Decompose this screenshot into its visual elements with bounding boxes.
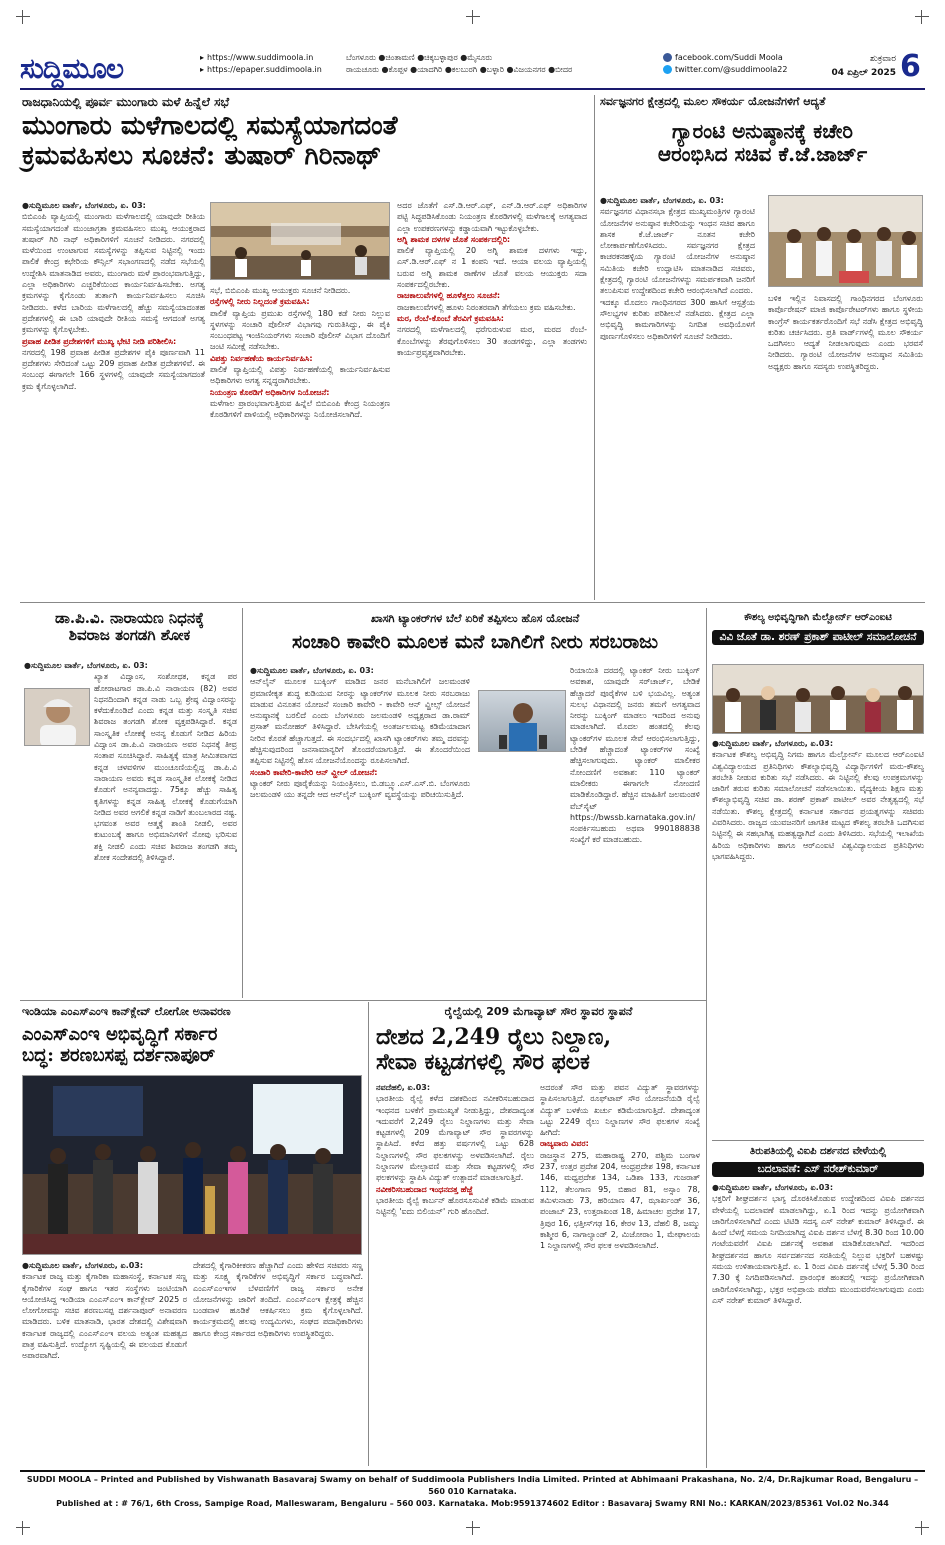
story7-headline <box>376 1025 701 1076</box>
story7-col2 <box>540 1082 700 1465</box>
story1-col3c-text: ರಾಜಕಾಲುವೆಗಳಲ್ಲಿ ಹೂಳು ನಿರಂತರವಾಗಿ ತೆಗೆಯಲು ಕ್ರಮ ವಹಿಸಬೇಕು. <box>397 302 576 312</box>
column-divider <box>242 608 243 998</box>
imprint-line1: SUDDI MOOLA – Printed and Published by Vishwanath Basavaraj Swamy on behalf of Suddimoola Publishers India Limited. Printed at Abhimaani Prakashana, No. 2/4, Dr.Rajkumar Road, Bengaluru – 560 010 Karnataka. <box>26 1475 919 1496</box>
story1-subhead6: ರಾಜಕಾಲುವೆಗಳಲ್ಲಿ ಹೂಳೆತ್ತಲು ಸೂಚನೆ: <box>397 291 501 301</box>
registration-mark-bottom-center <box>466 1521 480 1535</box>
story7-kicker: ರೈಲ್ವೆಯಲ್ಲಿ 209 ಮೆಗಾವ್ಯಾಟ್ ಸೌರ ಸ್ಥಾವರ ಸ್ಥಾಪನೆ <box>444 1005 633 1018</box>
registration-mark-top-center <box>466 10 480 24</box>
story7-headline-line2: ಸೇವಾ ಕಟ್ಟಡಗಳಲ್ಲಿ ಸೌರ ಫಲಕ <box>376 1049 590 1076</box>
website-link[interactable]: https://www.suddimoola.in <box>207 53 314 62</box>
story8-headline: ಬದಲಾವಣೆ: ಎಸ್ ನರೇಶ್‌ಕುಮಾರ್ <box>712 1162 924 1177</box>
story4-col2-text: ರಿಯಾಯಿತಿ ದರದಲ್ಲಿ ಟ್ಯಾಂಕರ್ ನೀರು ಬುಕ್ಕಿಂಗ್ ಅವಕಾಶ, ಯಾವುದೇ ಸರ್‌ಚಾರ್ಜ್, ಬೇಡಿಕೆ ಹೆಚ್ಚಾದರೆ ಪೂರೈಕೆಗಳ ಬಳಿ ಭಯವಿಲ್ಲ. ಅತ್ಯಂತ ಸುಲಭ ವಿಧಾನದಲ್ಲಿ ಜನರು ತಮಗೆ ಅಗತ್ಯವಾದ ನೀರನ್ನು ಬುಕ್ಕಿಂಗ್ ಮಾಡಲು ಇದರಿಂದ ಅನುವು ಮಾಡಲಾಗಿದೆ. ಮೊದಲ ಹಂತದಲ್ಲಿ ಕೆಲವು ಟ್ಯಾಂಕರ್‌ಗಳ ಮೂಲಕ ಸೇವೆ ಆರಂಭಿಸಲಾಗುತ್ತಿದ್ದು, ಬೇಡಿಕೆ ಹೆಚ್ಚಾದಂತೆ ಟ್ಯಾಂಕರ್‌ಗಳ ಸಂಖ್ಯೆ ಹೆಚ್ಚಿಸಲಾಗುವುದು. ಟ್ಯಾಂಕರ್ ಮಾಲೀಕರ ನೋಂದಣಿಗೆ ಅವಕಾಶ: 110 ಟ್ಯಾಂಕರ್ ಮಾಲೀಕರು ಈಗಾಗಲೇ ನೋಂದಣಿ ಮಾಡಿಕೊಂಡಿದ್ದಾರೆ. ಹೆಚ್ಚಿನ ಮಾಹಿತಿಗೆ ಜಲಮಂಡಳಿ ವೆಬ್‌ಸೈಟ್ https://bwssb.karnataka.gov.in/ ಸಂಪರ್ಕಿಸಬಹುದು ಅಥವಾ 990188838 ಸಂಖ್ಯೆಗೆ ಕರೆ ಮಾಡಬಹುದು. <box>570 666 700 845</box>
story4-kicker: ಖಾಸಗಿ ಟ್ಯಾಂಕರ್‌ಗಳ ಬೆಲೆ ಏರಿಕೆ ತಪ್ಪಿಸಲು ಹೊಸ ಯೋಜನೆ <box>370 612 580 625</box>
story6-kicker: ಇಂಡಿಯಾ ಎಂಎಸ್‌ಎಂಇ ಕಾನ್‌ಕ್ಲೇವ್ ಲೋಗೋ ಅನಾವರಣ <box>22 1005 231 1018</box>
story6-headline <box>22 1025 362 1066</box>
horizontal-divider-1 <box>20 602 925 603</box>
story2-col1 <box>600 195 755 595</box>
imprint-footer <box>20 1470 925 1510</box>
social-links <box>663 52 787 76</box>
story4-dateline: ●ಸುದ್ದಿಮೂಲ ವಾರ್ತೆ, ಬೆಂಗಳೂರು, ಏ. 03: <box>250 666 374 675</box>
story1-subhead2: ರಸ್ತೆಗಳಲ್ಲಿ ನೀರು ನಿಲ್ಲದಂತೆ ಕ್ರಮವಹಿಸಿ: <box>210 297 310 307</box>
story1-col1-text: ಬಿಬಿಎಂಪಿ ವ್ಯಾಪ್ತಿಯಲ್ಲಿ ಮುಂಗಾರು ಮಳೆಗಾಲದಲ್ಲಿ ಯಾವುದೇ ರೀತಿಯ ಸಮಸ್ಯೆಯಾಗದಂತೆ ಮುಂಜಾಗ್ರತಾ ಕ್ರಮವಹಿಸಲು ಮುಖ್ಯ ಆಯುಕ್ತರಾದ ತುಷಾರ್ ಗಿರಿ ನಾಥ್ ಅಧಿಕಾರಿಗಳಿಗೆ ಸೂಚನೆ ನೀಡಿದರು. ನಗರದಲ್ಲಿ ಮಳೆಯಿಂದ ಉಂಟಾಗುವ ಸಮಸ್ಯೆಗಳನ್ನು ತಪ್ಪಿಸುವ ನಿಟ್ಟಿನಲ್ಲಿ ಇಂದು ಪಾಲಿಕೆ ಕೇಂದ್ರ ಕಛೇರಿಯ ಕೌನ್ಸಿಲ್ ಸಭಾಂಗಣದಲ್ಲಿ ನಡೆದ ಸಭೆಯಲ್ಲಿ ಉದ್ದೇಶಿಸಿ ಮಾತನಾಡಿದ ಅವರು, ಮುಂಗಾರು ಮಳೆ ಪ್ರಾರಂಭವಾಗುತ್ತಿದ್ದು, ಎಲ್ಲಾ ಅಧಿಕಾರಿಗಳು ಎಚ್ಚರಿಕೆಯಿಂದ ಕಾರ್ಯನಿರ್ವಹಿಸಬೇಕು. ಅಗತ್ಯ ಕ್ರಮಗಳನ್ನು ಕೈಗೊಂಡು ತುರ್ತಾಗಿ ಕಾರ್ಯನಿರ್ವಹಿಸಲು ಸೂಚಿಸಿ ನೀಡಿದರು. ಕಳೆದ ಬಾರಿಯ ಮಳೆಗಾಲದಲ್ಲಿ ಹೆಚ್ಚು ಸಮಸ್ಯೆಯಾದಂತಹ ಪ್ರದೇಶಗಳಲ್ಲಿ ಈ ಬಾರಿ ಯಾವುದೇ ರೀತಿಯ ಸಮಸ್ಯೆ ಆಗದಂತೆ ಅಗತ್ಯ ಕ್ರಮಗಳನ್ನು ಕೈಗೊಳ್ಳಬೇಕು. <box>22 212 205 335</box>
twitter-link[interactable]: twitter.com/@suddimoola22 <box>675 65 788 74</box>
story2-headline-line2: ಆರಂಭಿಸಿದ ಸಚಿವ ಕೆ.ಜೆ.ಜಾರ್ಜ್ <box>657 142 868 166</box>
story5-headline: ವಿವಿ ಜೊತೆ ಡಾ. ಶರಣ್ ಪ್ರಕಾಶ್ ಪಾಟೀಲ್ ಸಮಾಲೋಚನೆ <box>712 630 924 645</box>
story3-headline-line2: ಶಿವರಾಜ ತಂಗಡಗಿ ಶೋಕ <box>68 626 191 645</box>
story2-col1-text: ಸರ್ವಜ್ಞನಗರ ವಿಧಾನಸಭಾ ಕ್ಷೇತ್ರದ ಮುಖ್ಯಮಂತ್ರಿಗಳ ಗ್ಯಾರಂಟಿ ಯೋಜನೆಗಳ ಅನುಷ್ಠಾನ ಕಚೇರಿಯನ್ನು ಇಂಧನ ಸಚಿವ ಹಾಗೂ ಶಾಸಕ ಕೆ.ಜೆ.ಜಾರ್ಜ್ ನೂತನ ಕಚೇರಿ ಲೋಕಾರ್ಪಣೆಗೊಳಿಸಿದರು. ಸರ್ವಜ್ಞನಗರ ಕ್ಷೇತ್ರದ ಕಾಚರಕನಹಳ್ಳಿಯ ಗ್ಯಾರಂಟಿ ಯೋಜನೆಗಳ ಅನುಷ್ಠಾನ ಸಮಿತಿಯ ಕಚೇರಿ ಉದ್ಘಾಟಿಸಿ ಮಾತನಾಡಿದ ಸಚಿವರು, ಕ್ಷೇತ್ರದಲ್ಲಿ ಗ್ಯಾರಂಟಿ ಯೋಜನೆಗಳನ್ನು ಸಮರ್ಪಕವಾಗಿ ಜನರಿಗೆ ತಲುಪಿಸುವ ಉದ್ದೇಶದಿಂದ ಕಚೇರಿ ಆರಂಭಿಸಲಾಗಿದೆ ಎಂದರು. <box>600 207 755 296</box>
story1-col1b-text: ನಗರದಲ್ಲಿ 198 ಪ್ರವಾಹ ಪೀಡಿತ ಪ್ರದೇಶಗಳ ಪೈಕಿ ಪೂರ್ಣವಾಗಿ 11 ಪ್ರದೇಶಗಳು ಸೇರಿದಂತೆ ಒಟ್ಟು 209 ಪ್ರವಾಹ ಪೀಡಿತ ಪ್ರದೇಶಗಳಿವೆ. ಈ ಸಂಬಂಧ ಈಗಾಗಲೇ 166 ಸ್ಥಳಗಳಲ್ಲಿ ಯಾವುದೇ ಸಮಸ್ಯೆಯಾಗದಂತೆ ಕ್ರಮ ಕೈಗೊಳ್ಳಲಾಗಿದೆ. <box>22 347 205 391</box>
story6-headline-line2: ಬದ್ಧ: ಶರಣಬಸಪ್ಪ ದರ್ಶನಾಪೂರ್ <box>22 1044 216 1066</box>
story1-subhead5: ಅಗ್ನಿ ಶಾಮಕ ದಳಗಳ ಜೊತೆ ಸಂಪರ್ಕದಲ್ಲಿರಿ: <box>397 234 511 244</box>
story3-headline-line1: ಡಾ.ಪಿ.ವಿ. ನಾರಾಯಣ ನಿಧನಕ್ಕೆ <box>55 609 204 627</box>
story5-photo-figures <box>713 665 924 734</box>
story6-col1-text: ಕರ್ನಾಟಕ ರಾಜ್ಯ ಮತ್ತು ಕೈಗಾರಿಕಾ ಮಹಾಸಂಸ್ಥೆ, ಕರ್ನಾಟಕ ಸಣ್ಣ ಕೈಗಾರಿಕೆಗಳ ಸಂಘ ಹಾಗೂ ಇತರ ಸಂಸ್ಥೆಗಳು ಜಂಟಿಯಾಗಿ ಆಯೋಜಿಸಿದ್ದ ಇಂಡಿಯಾ ಎಂಎಸ್‌ಎಂಇ ಕಾನ್‌ಕ್ಲೇವ್ 2025 ರ ಲೋಗೋವನ್ನು ಸಚಿವ ಶರಣಬಸಪ್ಪ ದರ್ಶನಾಪೂರ್ ಅನಾವರಣ ಮಾಡಿದರು. ಬಳಿಕ ಮಾತನಾಡಿ, ಭಾರತ ದೇಶದಲ್ಲಿ ವಿಶೇಷವಾಗಿ ಕರ್ನಾಟಕ ರಾಜ್ಯದಲ್ಲಿ ಎಂಎಸ್‌ಎಂಇ ವಲಯ ಅತ್ಯಂತ ಮಹತ್ವದ ಪಾತ್ರ ವಹಿಸುತ್ತಿದೆ. ಉದ್ಯೋಗ ಸೃಷ್ಟಿಯಲ್ಲಿ ಈ ವಲಯದ ಕೊಡುಗೆ ಅಪಾರವಾಗಿದೆ. <box>22 1272 187 1361</box>
story2-headline-line1: ಗ್ಯಾರಂಟಿ ಅನುಷ್ಠಾನಕ್ಕೆ ಕಚೇರಿ <box>672 119 853 143</box>
story6-headline-line1: ಎಂಎಸ್‌ಎಂಇ ಅಭಿವೃದ್ಧಿಗೆ ಸರ್ಕಾರ <box>22 1024 218 1045</box>
edition-cities-line2: ರಾಯಚೂರು ●ಕೊಪ್ಪಳ ●ಯಾದಗಿರಿ ●ಕಲಬುರಗಿ ●ಬಳ್ಳಾರಿ ●ವಿಜಯನಗರ ●ಬೀದರ <box>346 65 573 74</box>
story1-subhead4: ನಿಯಂತ್ರಣ ಕೊಠಡಿಗೆ ಅಧಿಕಾರಿಗಳ ನಿಯೋಜನೆ: <box>210 387 330 397</box>
story3-headline <box>22 610 237 645</box>
story2-dateline: ●ಸುದ್ದಿಮೂಲ ವಾರ್ತೆ, ಬೆಂಗಳೂರು, ಏ. 03: <box>600 196 724 205</box>
story5-dateline: ●ಸುದ್ದಿಮೂಲ ವಾರ್ತೆ, ಬೆಂಗಳೂರು, ಏ.03: <box>712 739 834 748</box>
story1-subhead7: ಮರ, ರೆಂಬೆ-ಕೊಂಬೆ ತೆರವಿಗೆ ಕ್ರಮವಹಿಸಿ: <box>397 313 505 323</box>
story7-col1b-text: ಭಾರತೀಯ ರೈಲ್ವೆ ಕಾರ್ಬನ್ ಹೊರಸೂಸುವಿಕೆ ಕಡಿಮೆ ಮಾಡುವ ನಿಟ್ಟಿನಲ್ಲಿ 'ಐದು ಬಿಲಿಯನ್' ಗುರಿ ಹೊಂದಿದೆ. <box>376 1195 534 1217</box>
story2-col1b-text: ಇದಕ್ಕೂ ಮೊದಲು ಗಾಂಧಿನಗರದ 300 ಹಾಸಿಗೆ ಆಸ್ಪತ್ರೆಯ ಸೌಲಭ್ಯಗಳ ಕುರಿತು ಪರಿಶೀಲನೆ ನಡೆಸಿದರು. ಕ್ಷೇತ್ರದ ಎಲ್ಲಾ ಅಭಿವೃದ್ಧಿ ಕಾಮಗಾರಿಗಳನ್ನು ನಿಗದಿತ ಅವಧಿಯೊಳಗೆ ಪೂರ್ಣಗೊಳಿಸಲು ಅಧಿಕಾರಿಗಳಿಗೆ ಸೂಚನೆ ನೀಡಿದರು. <box>600 297 755 341</box>
horizontal-divider-3 <box>712 1140 924 1141</box>
story5-body-text: ಕರ್ನಾಟಕ ಕೌಶಲ್ಯ ಅಭಿವೃದ್ಧಿ ನಿಗಮ ಹಾಗೂ ಮೆಲ್ಬೋರ್ನ್ ಮೂಲದ ಆರ್‌ಎಂಐಟಿ ವಿಶ್ವವಿದ್ಯಾಲಯದ ಪ್ರತಿನಿಧಿಗಳು ಕೌಶಲ್ಯಾಭಿವೃದ್ಧಿ ವಿದ್ಯಾರ್ಥಿಗಳಿಗೆ ಮರು-ಕೌಶಲ್ಯ ತರಬೇತಿ ನೀಡುವ ಕುರಿತು ಸಭೆ ನಡೆಸಿದರು. ಈ ನಿಟ್ಟಿನಲ್ಲಿ ಕೆಲವು ಉಪಕ್ರಮಗಳನ್ನು ಜಾರಿಗೆ ತರುವ ಕುರಿತು ಸಮಾಲೋಚನೆ ನಡೆಸಲಾಯಿತು. ವೈದ್ಯಕೀಯ ಶಿಕ್ಷಣ ಮತ್ತು ಕೌಶಲ್ಯಾಭಿವೃದ್ಧಿ ಸಚಿವ ಡಾ. ಶರಣ್ ಪ್ರಕಾಶ್ ಪಾಟೀಲ್ ಅವರ ನೇತೃತ್ವದಲ್ಲಿ ಸಭೆ ನಡೆಯಿತು. ಕೌಶಲ್ಯ ಕ್ಷೇತ್ರದಲ್ಲಿ ಕರ್ನಾಟಕ ಸರ್ಕಾರದ ಪ್ರಯತ್ನಗಳನ್ನು ಸಚಿವರು ವಿವರಿಸಿದರು. ರಾಜ್ಯದ ಯುವಜನರಿಗೆ ಜಾಗತಿಕ ಮಟ್ಟದ ಕೌಶಲ್ಯ ತರಬೇತಿ ಒದಗಿಸುವ ನಿಟ್ಟಿನಲ್ಲಿ ಈ ಸಹಭಾಗಿತ್ವ ಮಹತ್ವದ್ದಾಗಿದೆ ಎಂದು ತಿಳಿಸಿದರು. ಸಭೆಯಲ್ಲಿ ಇಲಾಖೆಯ ಹಿರಿಯ ಅಧಿಕಾರಿಗಳು ಹಾಗೂ ಆರ್‌ಎಂಐಟಿ ವಿಶ್ವವಿದ್ಯಾಲಯದ ಪ್ರತಿನಿಧಿಗಳು ಭಾಗವಹಿಸಿದ್ದರು. <box>712 750 924 861</box>
masthead-links <box>200 52 322 76</box>
story2-headline <box>600 120 925 166</box>
facebook-icon <box>663 53 672 62</box>
story4-col1b-text: ಟ್ಯಾಂಕರ್ ನೀರು ಪೂರೈಕೆಯನ್ನು ನಿಯಂತ್ರಿಸಲು, ಬಿ.ಡಬ್ಲ್ಯೂ.ಎಸ್.ಎಸ್.ಬಿ. ಬೆಂಗಳೂರು ಜಲಮಂಡಳಿ ಯು ತನ್ನದೇ ಆದ ಆನ್‌ಲೈನ್ ಬುಕ್ಕಿಂಗ್ ವ್ಯವಸ್ಥೆಯನ್ನು ಪರಿಚಯಿಸುತ್ತಿದೆ. <box>250 778 470 800</box>
story2-kicker: ಸರ್ವಜ್ಞನಗರ ಕ್ಷೇತ್ರದಲ್ಲಿ ಮೂಲ ಸೌಕರ್ಯ ಯೋಜನೆಗಳಿಗೆ ಆದ್ಯತೆ <box>600 95 826 108</box>
column-divider <box>368 1002 369 1466</box>
story1-meeting-photo <box>210 202 390 280</box>
story5-body <box>712 738 924 1138</box>
story7-headline-line1: ದೇಶದ 2,249 ರೈಲು ನಿಲ್ದಾಣ, <box>376 1024 612 1050</box>
edition-cities-line1: ಬೆಂಗಳೂರು ●ಚಿಂತಾಮಣಿ ●ಚಿಕ್ಕಬಳ್ಳಾಪುರ ●ಮೈಸೂರು <box>346 53 493 62</box>
registration-mark-bottom-left <box>16 1521 30 1535</box>
imprint-line2: Published at : # 76/1, 6th Cross, Sampige Road, Malleswaram, Bengaluru – 560 003. Karnataka. Mob:9591374602 Editor : Basavaraj Swamy RNI No.: KARKAN/2023/85361 Vol.02 No.344 <box>56 1499 889 1508</box>
story5-meeting-photo <box>712 664 924 734</box>
story4-col1 <box>250 665 470 995</box>
story6-col1 <box>22 1260 187 1465</box>
story7-subhead2: ರಾಜ್ಯವಾರು ವಿವರ: <box>540 1139 589 1149</box>
story6-dateline: ●ಸುದ್ದಿಮೂಲ ವಾರ್ತೆ, ಬೆಂಗಳೂರು, ಏ.03: <box>22 1261 144 1270</box>
story1-col1 <box>22 200 205 595</box>
twitter-icon <box>663 65 672 74</box>
story7-states-list: ರಾಜಸ್ಥಾನ 275, ಮಹಾರಾಷ್ಟ್ರ 270, ಪಶ್ಚಿಮ ಬಂಗಾಳ 237, ಉತ್ತರ ಪ್ರದೇಶ 204, ಆಂಧ್ರಪ್ರದೇಶ 198, ಕರ್ನಾಟಕ 146, ಮಧ್ಯಪ್ರದೇಶ 134, ಒಡಿಶಾ 133, ಗುಜರಾತ್ 112, ತೆಲಂಗಾಣ 95, ಬಿಹಾರ 81, ಅಸ್ಸಾಂ 78, ತಮಿಳುನಾಡು 73, ಹರಿಯಾಣ 47, ಝಾರ್ಖಂಡ್ 36, ಪಂಜಾಬ್ 23, ಉತ್ತರಾಖಂಡ 18, ಹಿಮಾಚಲ ಪ್ರದೇಶ 17, ತ್ರಿಪುರ 16, ಛತ್ತೀಸ್‌ಗಢ 16, ಕೇರಳ 13, ದೆಹಲಿ 8, ಜಮ್ಮು ಕಾಶ್ಮೀರ 6, ನಾಗಾಲ್ಯಾಂಡ್ 2, ಮಿಜೋರಾಂ 1, ಮೇಘಾಲಯ 1 ನಿಲ್ದಾಣಗಳಲ್ಲಿ ಸೌರ ಫಲಕ ಅಳವಡಿಸಲಾಗಿದೆ. <box>540 1150 700 1251</box>
story1-col2c-text: ಮಳೆಗಾಲ ಪ್ರಾರಂಭವಾಗುತ್ತಿರುವ ಹಿನ್ನೆಲೆ ಬಿಬಿಎಂಪಿ ಕೇಂದ್ರ ನಿಯಂತ್ರಣ ಕೊಠಡಿಗಳಿಗೆ ಪಾಳಿಯಲ್ಲಿ ಅಧಿಕಾರಿಗಳನ್ನು ನಿಯೋಜಿಸಲಾಗಿದೆ. <box>210 398 390 420</box>
story1-headline-line1: ಮುಂಗಾರು ಮಳೆಗಾಲದಲ್ಲಿ ಸಮಸ್ಯೆಯಾಗದಂತೆ <box>22 111 398 141</box>
weekday: ಶುಕ್ರವಾರ <box>870 54 896 64</box>
story4-col1-text: ಆನ್‌ಲೈನ್ ಮೂಲಕ ಬುಕ್ಕಿಂಗ್ ಮಾಡಿದ ಜನರ ಮನೆಬಾಗಿಲಿಗೆ ಜಲಮಂಡಳಿ ಪ್ರಮಾಣೀಕೃತ ಶುದ್ಧ ಕುಡಿಯುವ ನೀರನ್ನು ಟ್ಯಾಂಕರ್‌ಗಳ ಮೂಲಕ ನೀರು ಸರಬರಾಜು ಮಾಡುವ ವಿನೂತನ ಯೋಜನೆ ಸಂಚಾರಿ ಕಾವೇರಿ - ಕಾವೇರಿ ಆನ್ ವ್ಹೀಲ್ಸ್ ಯೋಜನೆ ಅನುಷ್ಠಾನಕ್ಕೆ ಬರಲಿದೆ ಎಂದು ಬೆಂಗಳೂರು ಜಲಮಂಡಳಿ ಅಧ್ಯಕ್ಷರಾದ ಡಾ.ರಾಮ್ ಪ್ರಸಾತ್ ಮನೋಹರ್ ತಿಳಿಸಿದ್ದಾರೆ. ಬೇಸಿಗೆಯಲ್ಲಿ ಅಂತರ್ಜಲಮಟ್ಟ ಕಡಿಮೆಯಾದಾಗ ನೀರಿನ ಕೊರತೆ ಹೆಚ್ಚಾಗುತ್ತದೆ. ಈ ಸಂದರ್ಭದಲ್ಲಿ ಖಾಸಗಿ ಟ್ಯಾಂಕರ್‌ಗಳು ತಮ್ಮ ದರವನ್ನು ಹೆಚ್ಚಿಸುವುದರಿಂದ ಜನಸಾಮಾನ್ಯರಿಗೆ ತೊಂದರೆಯಾಗುತ್ತಿದೆ. ಈ ತೊಂದರೆಯಿಂದ ತಪ್ಪಿಸುವ ನಿಟ್ಟಿನಲ್ಲಿ ಹೊಸ ಯೋಜನೆಯೊಂದನ್ನು ರೂಪಿಸಲಾಗಿದೆ. <box>250 677 470 766</box>
story4-subhead1: ಸಂಚಾರಿ ಕಾವೇರಿ-ಕಾವೇರಿ ಆನ್ ವ್ಹೀಲ್ ಯೋಜನೆ: <box>250 767 378 777</box>
story6-photo-figures <box>23 1076 362 1255</box>
issue-date-block <box>820 52 896 80</box>
registration-mark-top-left <box>16 10 30 24</box>
story1-photo-figures <box>211 203 390 280</box>
issue-date: 04 ಏಪ್ರಿಲ್ 2025 <box>831 68 896 78</box>
story4-col2 <box>478 665 700 995</box>
story1-subhead1: ಪ್ರವಾಹ ಪೀಡಿತ ಪ್ರದೇಶಗಳಿಗೆ ಮುಖ್ಯ ಭೇಟಿ ನೀಡಿ ಪರಿಶೀಲಿಸಿ: <box>22 336 177 346</box>
story4-headline: ಸಂಚಾರಿ ಕಾವೇರಿ ಮೂಲಕ ಮನೆ ಬಾಗಿಲಿಗೆ ನೀರು ಸರಬರಾಜು <box>292 631 658 653</box>
story8-dateline: ●ಸುದ್ದಿಮೂಲ ವಾರ್ತೆ, ಬೆಂಗಳೂರು, ಏ.03: <box>712 1183 834 1192</box>
story1-col2 <box>210 285 390 595</box>
column-divider <box>706 608 707 1468</box>
story1-headline-line2: ಕ್ರಮವಹಿಸಲು ಸೂಚನೆ: ತುಷಾರ್ ಗಿರಿನಾಥ್ <box>22 140 382 171</box>
story2-col2 <box>768 293 923 595</box>
story7-dateline: ನವದೆಹಲಿ, ಏ.03: <box>376 1083 431 1092</box>
story7-col1-text: ಭಾರತೀಯ ರೈಲ್ವೆ ಕಳೆದ ದಶಕದಿಂದ ನವೀಕರಿಸಬಹುದಾದ ಇಂಧನದ ಬಳಕೆಗೆ ಪ್ರಾಮುಖ್ಯತೆ ನೀಡುತ್ತಿದ್ದು, ದೇಶದಾದ್ಯಂತ ಇದುವರೆಗೆ 2,249 ರೈಲು ನಿಲ್ದಾಣಗಳು ಮತ್ತು ಸೇವಾ ಕಟ್ಟಡಗಳಲ್ಲಿ 209 ಮೆಗಾವ್ಯಾಟ್ ಸೌರ ಸ್ಥಾವರಗಳನ್ನು ಸ್ಥಾಪಿಸಿದೆ. ಕಳೆದ ಹತ್ತು ವರ್ಷಗಳಲ್ಲಿ ಒಟ್ಟು 628 ನಿಲ್ದಾಣಗಳಲ್ಲಿ ಸೌರ ಫಲಕಗಳನ್ನು ಅಳವಡಿಸಲಾಗಿದೆ. ರೈಲು ನಿಲ್ದಾಣಗಳ ಮೇಲ್ಛಾವಣಿ ಮತ್ತು ಸೇವಾ ಕಟ್ಟಡಗಳಲ್ಲಿ ಸೌರ ಫಲಕಗಳನ್ನು ಸ್ಥಾಪಿಸಿ ವಿದ್ಯುತ್ ಉತ್ಪಾದನೆ ಮಾಡಲಾಗುತ್ತಿದೆ. <box>376 1094 534 1183</box>
epaper-link[interactable]: https://epaper.suddimoola.in <box>207 65 322 74</box>
facebook-link[interactable]: facebook.com/Suddi Moola <box>675 53 783 62</box>
story7-col1 <box>376 1082 534 1465</box>
story7-col2-text: ಅದರಂತೆ ಸೌರ ಮತ್ತು ಪವನ ವಿದ್ಯುತ್ ಸ್ಥಾವರಗಳನ್ನು ಸ್ಥಾಪಿಸಲಾಗುತ್ತಿದೆ. ರೂಫ್‌ಟಾಪ್ ಸೌರ ಯೋಜನೆಯಡಿ ರೈಲ್ವೆ ವಿದ್ಯುತ್ ಬಳಕೆಯ ಖರ್ಚು ಕಡಿಮೆಯಾಗುತ್ತಿದೆ. ದೇಶಾದ್ಯಂತ ಒಟ್ಟು 2249 ರೈಲು ನಿಲ್ದಾಣಗಳ ಸೌರ ಫಲಕಗಳ ಸಂಖ್ಯೆ ಹೀಗಿದೆ: <box>540 1083 700 1138</box>
horizontal-divider-2 <box>20 1000 706 1001</box>
story1-col3-text: ಅದರ ಜೊತೆಗೆ ಎಸ್.ಡಿ.ಆರ್.ಎಫ್, ಎನ್.ಡಿ.ಆರ್.ಎಫ್ ಅಧಿಕಾರಿಗಳ ಪಟ್ಟಿ ಸಿದ್ಧಪಡಿಸಿಕೊಂಡು ನಿಯಂತ್ರಣ ಕೊಠಡಿಗಳಲ್ಲಿ ಮಳೆಗಾಲಕ್ಕೆ ಅಗತ್ಯವಾದ ಎಲ್ಲಾ ಉಪಕರಣಗಳನ್ನು ಕಡ್ಡಾಯವಾಗಿ ಇಟ್ಟುಕೊಳ್ಳಬೇಕು. <box>397 201 587 233</box>
story6-event-photo <box>22 1075 362 1255</box>
story8-body <box>712 1182 924 1465</box>
story7-subhead1: ನವೀಕರಿಸಬಹುದಾದ ಇಂಧನದತ್ತ ಹೆಜ್ಜೆ <box>376 1184 473 1194</box>
story2-col2-text: ಬಳಿಕ ಇಲ್ಲಿನ ನಿವಾಸದಲ್ಲಿ ಗಾಂಧಿನಗರದ ಬೆಂಗಳೂರು ಕಾರ್ಪೊರೇಷನ್ ಮಾಜಿ ಕಾರ್ಪೊರೇಟರ್‌ಗಳು ಹಾಗೂ ಸ್ಥಳೀಯ ಕಾಂಗ್ರೆಸ್ ಕಾರ್ಯಕರ್ತರೊಂದಿಗೆ ಸಭೆ ನಡೆಸಿ ಕ್ಷೇತ್ರದ ಅಭಿವೃದ್ಧಿ ಕುರಿತು ಚರ್ಚಿಸಿದರು. ಪ್ರತಿ ವಾರ್ಡ್‌ಗಳಲ್ಲಿ ಮೂಲ ಸೌಕರ್ಯ ಒದಗಿಸಲು ಆದ್ಯತೆ ನೀಡಲಾಗುವುದು ಎಂದು ಭರವಸೆ ನೀಡಿದರು. ಗ್ಯಾರಂಟಿ ಯೋಜನೆಗಳ ಅನುಷ್ಠಾನ ಸಮಿತಿಯ ಅಧ್ಯಕ್ಷರು ಹಾಗೂ ಸದಸ್ಯರು ಉಪಸ್ಥಿತರಿದ್ದರು. <box>768 294 923 371</box>
story2-photo-figures <box>769 196 923 287</box>
story1-col3d-text: ನಗರದಲ್ಲಿ ಮಳೆಗಾಲದಲ್ಲಿ ಧರೆಗುರುಳುವ ಮರ, ಮರದ ರೆಂಬೆ-ಕೊಂಬೆಗಳನ್ನು ತೆರವುಗೊಳಿಸಲು 30 ತಂಡಗಳಿದ್ದು, ಎಲ್ಲಾ ತಂಡಗಳು ಕಾರ್ಯಪ್ರವೃತ್ತವಾಗಿರಬೇಕು. <box>397 325 587 357</box>
epaper-icon: ▸ <box>200 65 205 74</box>
story3-body <box>24 660 237 995</box>
story6-col2-text: ದೇಶದಲ್ಲಿ ಕೈಗಾರಿಕೀಕರಣ ಹೆಚ್ಚಾಗಿದೆ ಎಂದು ಹೇಳಿದ ಸಚಿವರು ಸಣ್ಣ ಮತ್ತು ಸೂಕ್ಷ್ಮ ಕೈಗಾರಿಕೆಗಳ ಅಭಿವೃದ್ಧಿಗೆ ಸರ್ಕಾರ ಬದ್ಧವಾಗಿದೆ. ಎಂಎಸ್‌ಎಂಇಗಳ ಬೆಳವಣಿಗೆಗೆ ರಾಜ್ಯ ಸರ್ಕಾರ ಅನೇಕ ಯೋಜನೆಗಳನ್ನು ಜಾರಿಗೆ ತಂದಿದೆ. ಎಂಎಸ್‌ಎಂಇ ಕ್ಷೇತ್ರಕ್ಕೆ ಹೆಚ್ಚಿನ ಬಂಡವಾಳ ಹೂಡಿಕೆ ಆಕರ್ಷಿಸಲು ಕ್ರಮ ಕೈಗೊಳ್ಳಲಾಗಿದೆ. ಕಾರ್ಯಕ್ರಮದಲ್ಲಿ ಹಲವು ಉದ್ಯಮಿಗಳು, ಸಂಘದ ಪದಾಧಿಕಾರಿಗಳು ಹಾಗೂ ಕೇಂದ್ರ ಸರ್ಕಾರದ ಅಧಿಕಾರಿಗಳು ಉಪಸ್ಥಿತರಿದ್ದರು. <box>193 1261 363 1338</box>
column-divider <box>594 95 595 600</box>
page-number: 6 <box>900 49 921 84</box>
registration-mark-top-right <box>915 10 929 24</box>
edition-cities <box>346 52 646 76</box>
story6-col2 <box>193 1260 363 1465</box>
story1-photo-caption: ಸಭೆ, ಬಿಬಿಎಂಪಿ ಮುಖ್ಯ ಆಯುಕ್ತರು ಸೂಚನೆ ನೀಡಿದರು. <box>210 286 351 295</box>
story1-col2b-text: ಪಾಲಿಕೆ ವ್ಯಾಪ್ತಿಯಲ್ಲಿ ವಿಪತ್ತು ನಿರ್ವಹಣೆಯಲ್ಲಿ ಕಾರ್ಯನಿರ್ವಹಿಸುವ ಅಧಿಕಾರಿಗಳು ಅಗತ್ಯ ಸನ್ನದ್ಧರಾಗಿರಬೇಕು. <box>210 365 390 386</box>
story3-body-text: ಖ್ಯಾತ ವಿದ್ವಾಂಸ, ಸಂಶೋಧಕ, ಕನ್ನಡ ಪರ ಹೋರಾಟಗಾರ ಡಾ.ಪಿ.ವಿ ನಾರಾಯಣ (82) ಅವರ ನಿಧನದಿಂದಾಗಿ ಕನ್ನಡ ನಾಡು ಒಬ್ಬ ಶ್ರೇಷ್ಠ ವಿದ್ವಾಂಸರನ್ನು ಕಳೆದುಕೊಂಡಿದೆ ಎಂದು ಕನ್ನಡ ಮತ್ತು ಸಂಸ್ಕೃತಿ ಸಚಿವ ಶಿವರಾಜ ತಂಗಡಗಿ ಶೋಕ ವ್ಯಕ್ತಪಡಿಸಿದ್ದಾರೆ. ಕನ್ನಡ ಸಾಂಸ್ಕೃತಿಕ ಲೋಕಕ್ಕೆ ಅನನ್ಯ ಕೊಡುಗೆ ನೀಡಿದ ಹಿರಿಯ ವಿದ್ವಾಂಸ ಡಾ.ಪಿ.ವಿ ನಾರಾಯಣ ಅವರ ನಿಧನಕ್ಕೆ ತೀವ್ರ ಸಂತಾಪ ಸೂಚಿಸಿದ್ದಾರೆ. ಸಾಹಿತ್ಯಕ್ಕೆ ಮಾತ್ರ ಸೀಮಿತವಾಗದ ಕನ್ನಡ ಚಳವಳಿಗಳ ಮುಂಚೂಣಿಯಲ್ಲಿದ್ದ ಡಾ.ಪಿ.ವಿ ನಾರಾಯಣ ಅವರು ಕನ್ನಡ ಸಾಂಸ್ಕೃತಿಕ ಲೋಕಕ್ಕೆ ನೀಡಿದ ಕೊಡುಗೆ ಅನನ್ಯವಾದದ್ದು. 75ಕ್ಕೂ ಹೆಚ್ಚು ಸಾಹಿತ್ಯ ಕೃತಿಗಳನ್ನು ಕನ್ನಡ ಸಾಹಿತ್ಯ ಲೋಕಕ್ಕೆ ಕೊಡುಗೆಯಾಗಿ ನೀಡಿದ ಅವರ ಅಗಲಿಕೆ ಕನ್ನಡ ನಾಡಿಗೆ ತುಂಬಲಾರದ ನಷ್ಟ. ಭಗವಂತ ಅವರ ಆತ್ಮಕ್ಕೆ ಶಾಂತಿ ನೀಡಲಿ, ಅವರ ಕುಟುಂಬಕ್ಕೆ ಹಾಗೂ ಅಭಿಮಾನಿಗಳಿಗೆ ನೋವು ಭರಿಸುವ ಶಕ್ತಿ ನೀಡಲಿ ಎಂದು ಸಚಿವ ಶಿವರಾಜ ತಂಗಡಗಿ ತಮ್ಮ ಶೋಕ ಸಂದೇಶದಲ್ಲಿ ತಿಳಿಸಿದ್ದಾರೆ. <box>94 672 237 863</box>
globe-icon: ▸ <box>200 53 205 62</box>
story1-headline <box>22 112 587 172</box>
story5-kicker: ಕೌಶಲ್ಯ ಅಭಿವೃದ್ಧಿಗಾಗಿ ಮೆಲ್ಬೋರ್ನ್ ಆರ್‌ಎಂಐಟಿ <box>744 612 892 623</box>
story8-kicker: ತಿರುಪತಿಯಲ್ಲಿ ವಿಐಪಿ ದರ್ಶನದ ವೇಳೆಯಲ್ಲಿ <box>749 1146 887 1157</box>
story1-kicker: ರಾಜಧಾನಿಯಲ್ಲಿ ಪೂರ್ವ ಮುಂಗಾರು ಮಳೆ ಹಿನ್ನೆಲೆ ಸಭೆ <box>22 95 230 109</box>
story8-body-text: ಭಕ್ತರಿಗೆ ಶೀಘ್ರದರ್ಶನ ಭಾಗ್ಯ ದೊರಕಿಸಿಕೊಡುವ ಉದ್ದೇಶದಿಂದ ವಿಐಪಿ ದರ್ಶನದ ವೇಳೆಯಲ್ಲಿ ಬದಲಾವಣೆ ಮಾಡಲಾಗಿದ್ದು, ಏ.1 ರಿಂದ ಇದನ್ನು ಪ್ರಯೋಗಿಕವಾಗಿ ಜಾರಿಗೊಳಿಸಲಾಗಿದೆ ಎಂದು ಟಿಟಿಡಿ ಸದಸ್ಯ ಎಸ್ ನರೇಶ್ ಕುಮಾರ್ ತಿಳಿಸಿದ್ದಾರೆ. ಈ ಹಿಂದೆ ಬೆಳಗ್ಗೆ ಸಮಯ ನಿಗದಿಯಾಗಿದ್ದ ವಿಐಪಿ ದರ್ಶನ ಬೆಳಗ್ಗೆ 8.30 ರಿಂದ 10.00 ಗಂಟೆಯವರೆಗೆ ವಿಐಪಿ ದರ್ಶನಕ್ಕೆ ಅವಕಾಶ ಮಾಡಿಕೊಡಲಾಗಿದೆ. ಇದರಿಂದ ಶೀಘ್ರದರ್ಶನದ ಹಾಗೂ ಸರ್ವದರ್ಶನದ ಸರತಿಯಲ್ಲಿ ನಿಲ್ಲುವ ಭಕ್ತರಿಗೆ ಬಹಳಷ್ಟು ಸಮಯ ಉಳಿತಾಯವಾಗುತ್ತಿದೆ. ಏ. 1 ರಿಂದ ವಿಐಪಿ ದರ್ಶನಕ್ಕೆ ಬೆಳಗ್ಗೆ 5.30 ರಿಂದ 7.30 ಕ್ಕೆ ನಿಗದಿಪಡಿಸಲಾಗಿದೆ. ಪ್ರಾರಂಭಿಕ ಹಂತದಲ್ಲಿ ಇದನ್ನು ಪ್ರಯೋಗಿಕವಾಗಿ ಜಾರಿಗೊಳಿಸಲಾಗಿದ್ದು, ಭಕ್ತರ ಅಭಿಪ್ರಾಯ ಪಡೆದು ಮುಂದುವರೆಸಲಾಗುವುದು ಎಂದು ಎಸ್ ನರೇಶ್ ಕುಮಾರ್ ತಿಳಿಸಿದ್ದಾರೆ. <box>712 1194 924 1305</box>
story1-col2-text: ಪಾಲಿಕೆ ವ್ಯಾಪ್ತಿಯ ಪ್ರಮುಖ ರಸ್ತೆಗಳಲ್ಲಿ 180 ಕಡೆ ನೀರು ನಿಲ್ಲುವ ಸ್ಥಳಗಳನ್ನು ಸಂಚಾರಿ ಪೊಲೀಸ್ ವಿಭಾಗವು ಗುರುತಿಸಿದ್ದು, ಈ ಪೈಕಿ ಸಂಬಂಧಪಟ್ಟ ಇಂಜಿನಿಯರ್‌ಗಳು ಸಂಚಾರಿ ಪೊಲೀಸ್ ವಿಭಾಗ ದೊಂದಿಗೆ ಜಂಟಿ ಸಮೀಕ್ಷೆ ನಡೆಸಬೇಕು. <box>210 308 390 352</box>
story1-dateline: ●ಸುದ್ದಿಮೂಲ ವಾರ್ತೆ, ಬೆಂಗಳೂರು, ಏ. 03: <box>22 201 146 210</box>
story1-col3 <box>397 200 587 595</box>
masthead-logo: ಸುದ್ದಿಮೂಲ <box>20 52 124 85</box>
registration-mark-bottom-right <box>915 1521 929 1535</box>
story1-col3b-text: ಪಾಲಿಕೆ ವ್ಯಾಪ್ತಿಯಲ್ಲಿ 20 ಅಗ್ನಿ ಶಾಮಕ ದಳಗಳು ಇದ್ದು, ಎಸ್.ಡಿ.ಆರ್.ಎಫ್ ನ 1 ಕಂಪನಿ ಇದೆ. ಆಯಾ ವಲಯ ವ್ಯಾಪ್ತಿಯಲ್ಲಿ ಬರುವ ಅಗ್ನಿ ಶಾಮಕ ಠಾಣೆಗಳ ಜೊತೆ ವಲಯ ಆಯುಕ್ತರು ಸದಾ ಸಂಪರ್ಕದಲ್ಲಿರಬೇಕು. <box>397 246 587 290</box>
story1-subhead3: ವಿಪತ್ತು ನಿರ್ವಹಣೆಯ ಕಾರ್ಯನಿರ್ವಹಿಸಿ: <box>210 353 313 363</box>
story2-office-photo <box>768 195 923 287</box>
story3-dateline: ●ಸುದ್ದಿಮೂಲ ವಾರ್ತೆ, ಬೆಂಗಳೂರು, ಏ. 03: <box>24 661 148 670</box>
